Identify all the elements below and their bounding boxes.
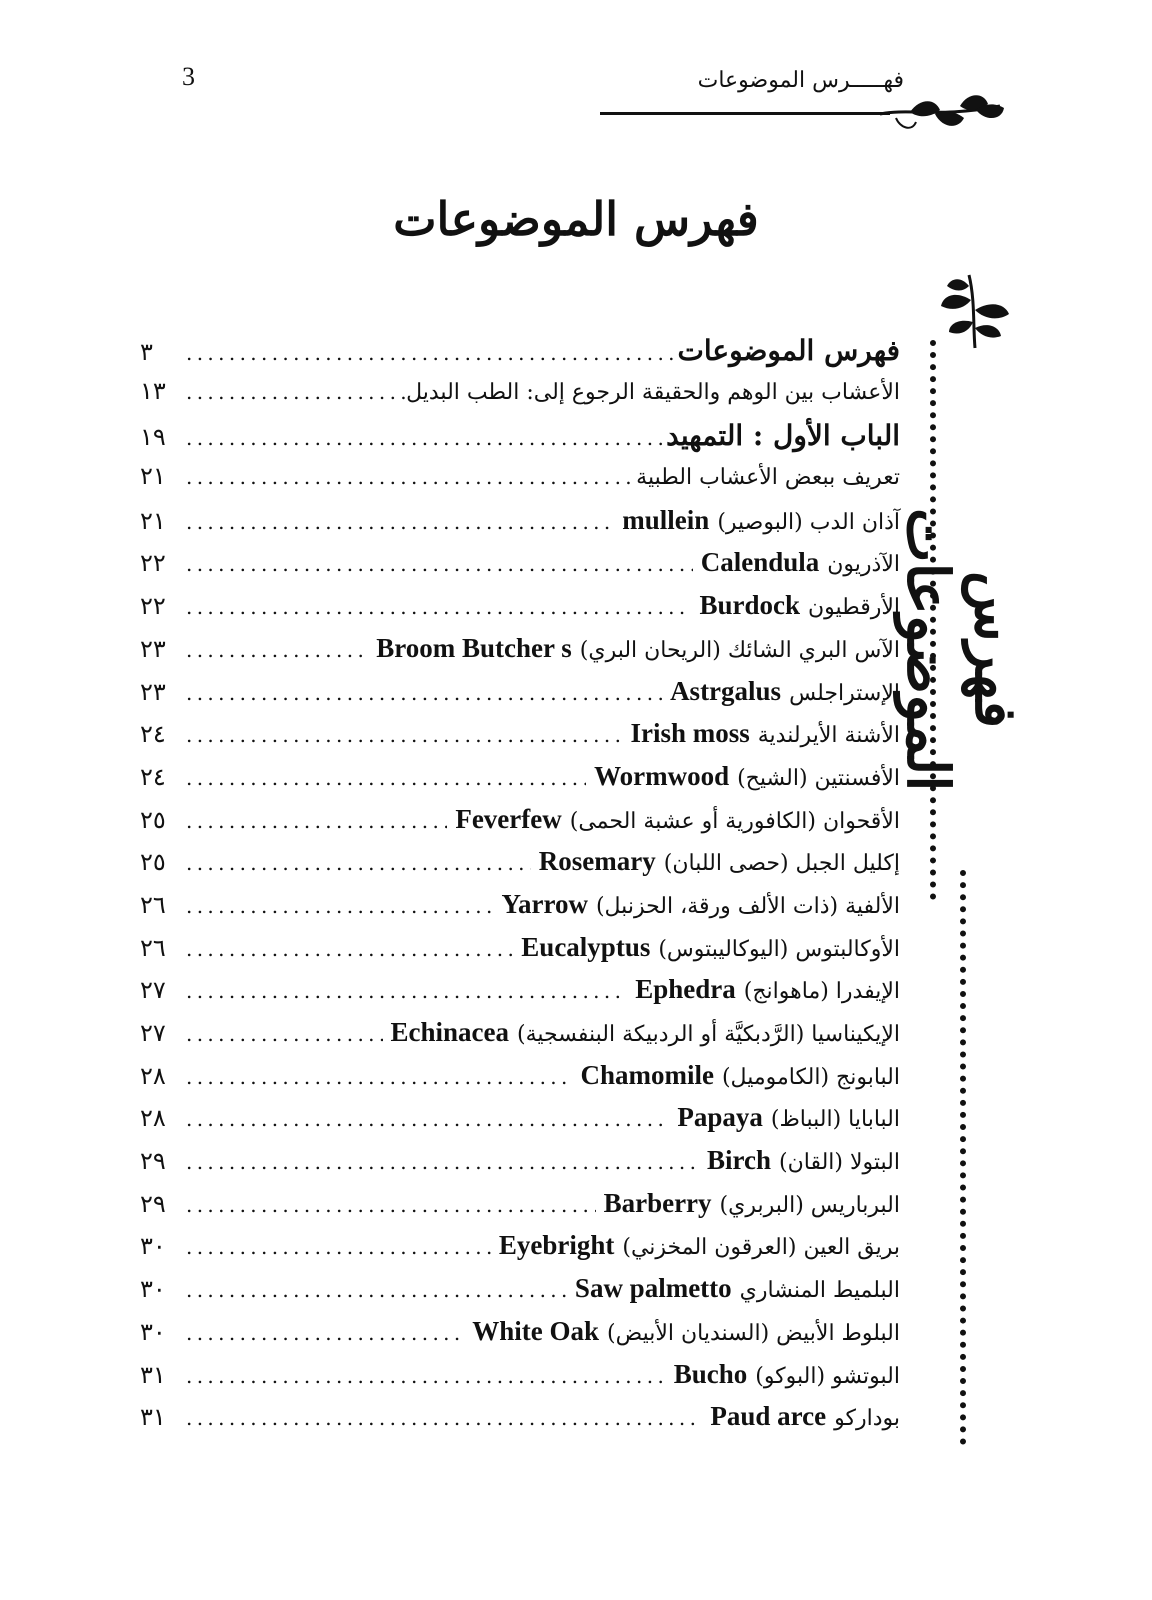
dot-leader — [180, 681, 662, 705]
toc-entry — [140, 1273, 900, 1316]
dot-leader — [180, 595, 691, 619]
dot-leader — [180, 1022, 383, 1046]
side-title: فهرس الموضوعات — [894, 508, 1030, 792]
dot-leader — [180, 1406, 702, 1430]
toc-entry-title: فهرس الموضوعات — [677, 334, 900, 367]
toc-entry-title: البلوط الأبيض (السنديان الأبيض) — [607, 1320, 900, 1346]
dot-leader — [180, 380, 406, 404]
dot-leader — [180, 465, 636, 489]
toc-entry-title: تعريف ببعض الأعشاب الطبية — [636, 465, 900, 491]
toc-entry — [140, 761, 900, 804]
toc-page-number: ٢٢ — [140, 549, 166, 578]
toc-entry — [140, 1188, 900, 1231]
toc-entry-latin-name: Rosemary — [538, 846, 656, 877]
toc-page-number: ٣٠ — [140, 1232, 166, 1261]
dot-leader — [180, 894, 493, 918]
toc-entry-latin-name: Eyebright — [498, 1230, 615, 1261]
toc-page-number: ٢١ — [140, 462, 166, 491]
toc-entry-title: البابونج (الكاموميل) — [721, 1064, 900, 1090]
toc-entry — [140, 1145, 900, 1188]
toc-entry — [140, 547, 900, 590]
toc-entry-title: الأفسنتين (الشيح) — [737, 765, 900, 791]
toc-entry-title: الألفية (ذات الألف ورقة، الحزنبل) — [595, 893, 900, 919]
running-head: فهـــــرس الموضوعات — [697, 68, 904, 93]
toc-entry-title: بريق العين (العرقون المخزني) — [622, 1235, 900, 1261]
toc-page-number: ٢٩ — [140, 1189, 166, 1218]
toc-entry-latin-name: Paud arce — [710, 1401, 827, 1432]
toc-entry-title: الإستراجلس — [789, 680, 900, 706]
toc-entry — [140, 462, 900, 505]
toc-entry-title: إكليل الجبل (حصى اللبان) — [663, 851, 900, 877]
toc-entry-latin-name: White Oak — [472, 1315, 600, 1346]
toc-page-number: ٣١ — [140, 1403, 166, 1432]
toc-entry-title: الأشنة الأيرلندية — [757, 723, 900, 749]
toc-entry — [140, 334, 900, 377]
toc-entry-title: البوتشو (البوكو) — [755, 1363, 900, 1389]
toc-entry — [140, 1401, 900, 1444]
toc-page-number: ٣٠ — [140, 1317, 166, 1346]
toc-entry-latin-name: Echinacea — [390, 1017, 510, 1047]
toc-page-number: ٢٥ — [140, 805, 166, 834]
toc-entry-title: الأعشاب بين الوهم والحقيقة الرجوع إلى: الطب البديل — [406, 379, 900, 405]
toc-entry-latin-name: Wormwood — [594, 760, 730, 791]
toc-entry-title: البابايا (البباظ) — [770, 1107, 900, 1133]
toc-entry-title: آذان الدب (البوصير) — [717, 509, 900, 535]
toc-entry-title: الإيكيناسيا (الرَّدبكيَّة أو الردبيكة البنفسجية) — [517, 1022, 900, 1047]
toc-entry — [140, 804, 900, 847]
dotted-border — [960, 870, 972, 1445]
toc-entry — [140, 377, 900, 420]
dot-leader — [180, 1193, 596, 1217]
dot-leader — [180, 426, 666, 450]
toc-entry-latin-name: Broom Butcher s — [376, 632, 572, 663]
toc-page-number: ٢٤ — [140, 720, 166, 749]
toc-entry-title: الأقحوان (الكافورية أو عشبة الحمى) — [569, 808, 900, 834]
toc-entry-title: الآذريون — [827, 552, 900, 578]
dot-leader — [180, 766, 586, 790]
toc-entry-title: الإيفدرا (ماهوانج) — [743, 979, 900, 1005]
toc-entry-title: الأرقطيون — [807, 595, 900, 621]
toc-entry — [140, 1102, 900, 1145]
toc-entry-latin-name: Irish moss — [630, 718, 750, 749]
toc-page-number: ٢٨ — [140, 1061, 166, 1090]
toc-entry — [140, 633, 900, 676]
toc-entry-latin-name: Yarrow — [501, 888, 588, 919]
toc-page-number: ٣١ — [140, 1360, 166, 1389]
toc-entry — [140, 889, 900, 932]
toc-page-number: ٢١ — [140, 506, 166, 535]
toc-entry — [140, 676, 900, 719]
toc-entry — [140, 590, 900, 633]
toc-page-number: ٢٣ — [140, 634, 166, 663]
toc-page-number: ١٩ — [140, 423, 166, 452]
toc-entry — [140, 419, 900, 462]
toc-page-number: ٣٠ — [140, 1275, 166, 1304]
toc-entry-title: الآس البري الشائك (الريحان البري) — [579, 637, 900, 663]
toc-entry — [140, 1359, 900, 1402]
dot-leader — [180, 1150, 699, 1174]
toc-page-number: ٢٧ — [140, 1019, 166, 1047]
toc-page-number: ٢٢ — [140, 592, 166, 621]
dot-leader — [180, 1065, 572, 1089]
toc-entry-latin-name: Burdock — [699, 590, 800, 621]
toc-entry — [140, 932, 900, 975]
toc-entry-title: بوداركو — [834, 1406, 900, 1432]
toc-page-number: ٢٦ — [140, 933, 166, 962]
dot-leader — [180, 937, 513, 961]
toc-entry — [140, 846, 900, 889]
toc-entry-latin-name: Astrgalus — [670, 675, 782, 706]
dot-leader — [180, 1235, 491, 1259]
toc-page-number: ٢٨ — [140, 1104, 166, 1133]
toc-entry-latin-name: Chamomile — [580, 1059, 714, 1090]
toc-entry — [140, 1316, 900, 1359]
toc-entry-latin-name: Papaya — [677, 1102, 763, 1133]
dot-leader — [180, 1107, 669, 1131]
table-of-contents — [140, 334, 900, 1444]
toc-page-number: ٣ — [140, 338, 153, 366]
toc-page-number: ٢٧ — [140, 976, 166, 1005]
dot-leader — [180, 341, 678, 365]
toc-entry-title: البتولا (القان) — [779, 1150, 900, 1176]
toc-entry-latin-name: Calendula — [700, 547, 820, 578]
dot-leader — [180, 552, 693, 576]
toc-entry — [140, 505, 900, 548]
toc-entry — [140, 974, 900, 1017]
dot-leader — [180, 979, 627, 1003]
dot-leader — [180, 1321, 464, 1345]
dot-leader — [180, 510, 614, 534]
dot-leader — [180, 1278, 567, 1302]
toc-entry-latin-name: Birch — [707, 1145, 772, 1176]
toc-entry-latin-name: mullein — [622, 504, 710, 535]
dot-leader — [180, 638, 368, 662]
dot-leader — [180, 809, 447, 833]
page-number: 3 — [182, 62, 195, 91]
toc-entry-title: الباب الأول : التمهيد — [666, 419, 900, 453]
page-title: فهرس الموضوعات — [393, 192, 759, 246]
toc-page-number: ٢٤ — [140, 762, 166, 791]
toc-entry — [140, 718, 900, 761]
dot-leader — [180, 1364, 666, 1388]
toc-entry-latin-name: Barberry — [603, 1187, 712, 1218]
toc-entry-latin-name: Eucalyptus — [521, 931, 651, 962]
leaf-sprig-icon — [935, 270, 1015, 350]
toc-entry-title: البرباريس (البربري) — [719, 1192, 900, 1218]
toc-page-number: ٢٣ — [140, 677, 166, 706]
toc-page-number: ٢٥ — [140, 848, 166, 877]
toc-entry-latin-name: Bucho — [673, 1358, 748, 1389]
leaf-ornament-icon — [880, 88, 1010, 136]
toc-entry — [140, 1230, 900, 1273]
header-rule — [600, 112, 890, 115]
toc-page-number: ١٣ — [140, 376, 166, 405]
toc-entry — [140, 1060, 900, 1103]
toc-page-number: ٢٩ — [140, 1147, 166, 1176]
dot-leader — [180, 723, 622, 747]
toc-entry-title: الأوكالبتوس (اليوكاليبتوس) — [658, 936, 900, 962]
toc-entry-latin-name: Saw palmetto — [574, 1273, 732, 1304]
toc-entry-title: البلميط المنشاري — [739, 1278, 900, 1304]
toc-entry — [140, 1017, 900, 1060]
toc-page-number: ٢٦ — [140, 890, 166, 919]
dot-leader — [180, 851, 531, 875]
toc-entry-latin-name: Feverfew — [455, 803, 562, 834]
toc-entry-latin-name: Ephedra — [635, 974, 736, 1005]
